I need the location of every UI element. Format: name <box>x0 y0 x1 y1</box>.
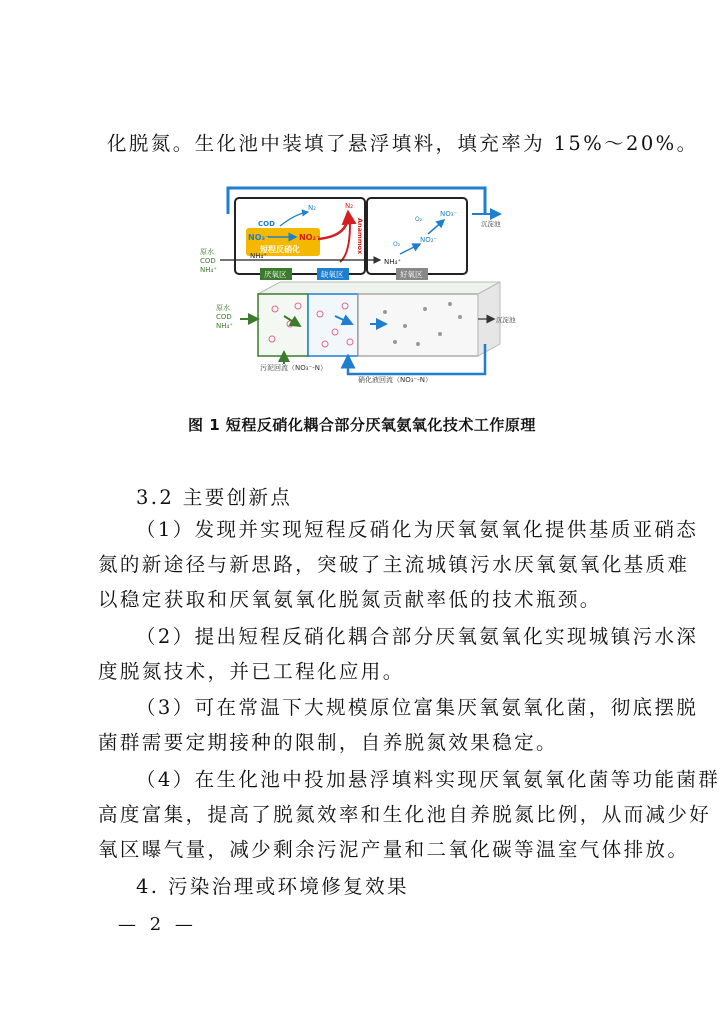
zone-aerobic: 好氧区 <box>400 270 423 279</box>
label-no3: NO₃⁻ <box>248 233 270 242</box>
body-line-1: （1）发现并实现短程反硝化为厌氧氨氧化提供基质亚硝态 <box>136 518 699 541</box>
label-short-denit: 短程反硝化 <box>260 245 300 254</box>
label-no2-right: NO₂⁻ <box>420 236 438 244</box>
body-line-4: （2）提出短程反硝化耦合部分厌氧氨氧化实现城镇污水深 <box>136 625 699 648</box>
body-line-5: 度脱氮技术，并已工程化应用。 <box>98 660 405 683</box>
label-nitrate-return: 硝化液回流（NO₃⁻-N） <box>358 376 433 384</box>
raw-water-bottom-1: 原水 <box>216 304 230 312</box>
section-heading: 3.2 主要创新点 <box>136 486 293 509</box>
body-line-9: 高度富集，提高了脱氮效率和生化池自养脱氮比例，从而减少好 <box>98 803 712 826</box>
section-4-heading: 4. 污染治理或环境修复效果 <box>136 875 409 898</box>
label-o2-b: O₂ <box>393 241 401 248</box>
label-anammox: Anammox <box>356 218 364 255</box>
figure-caption: 图 1 短程反硝化耦合部分厌氧氨氧化技术工作原理 <box>188 416 536 434</box>
label-no3-right: NO₃⁻ <box>440 210 458 218</box>
raw-water-top-1: 原水 <box>200 248 214 256</box>
page-number: — 2 — <box>118 914 197 935</box>
label-n2-b: N₂ <box>345 202 354 210</box>
reactor-anaerobic <box>258 294 308 356</box>
label-nh4: NH₄⁺ <box>250 252 268 260</box>
reactor-anoxic <box>308 294 358 356</box>
intro-paragraph: 化脱氮。生化池中装填了悬浮填料，填充率为 15%～20%。 <box>107 132 699 155</box>
zone-anoxic: 缺氧区 <box>321 270 344 279</box>
body-line-2: 氮的新途径与新思路，突破了主流城镇污水厌氧氨氧化基质难 <box>98 553 690 576</box>
label-settling-top: 沉淀池 <box>481 220 501 228</box>
label-nh4-right: NH₄⁺ <box>384 258 402 266</box>
label-no2: NO₂⁻ <box>299 233 321 242</box>
raw-water-top-3: NH₄⁺ <box>200 266 218 274</box>
label-n2-a: N₂ <box>308 204 317 212</box>
raw-water-bottom-2: COD <box>216 313 232 321</box>
body-line-3: 以稳定获取和厌氧氨氧化脱氮贡献率低的技术瓶颈。 <box>98 588 602 611</box>
body-line-10: 氧区曝气量，减少剩余污泥产量和二氧化碳等温室气体排放。 <box>98 838 690 861</box>
body-line-7: 菌群需要定期接种的限制，自养脱氮效果稳定。 <box>98 731 558 754</box>
label-sludge-return: 污泥回流（NO₃⁻-N） <box>260 364 328 372</box>
label-cod: COD <box>258 220 275 228</box>
zone-anaerobic: 厌氧区 <box>264 270 287 279</box>
label-settling-bottom: 沉淀池 <box>496 316 516 324</box>
raw-water-bottom-3: NH₄⁺ <box>216 322 234 330</box>
body-line-8: （4）在生化池中投加悬浮填料实现厌氧氨氧化菌等功能菌群 <box>136 768 721 791</box>
body-line-6: （3）可在常温下大规模原位富集厌氧氨氧化菌，彻底摆脱 <box>136 696 699 719</box>
raw-water-top-2: COD <box>200 257 216 265</box>
process-diagram <box>200 184 520 384</box>
reactor-top-face <box>258 282 500 294</box>
label-o2-a: O₂ <box>415 216 423 223</box>
